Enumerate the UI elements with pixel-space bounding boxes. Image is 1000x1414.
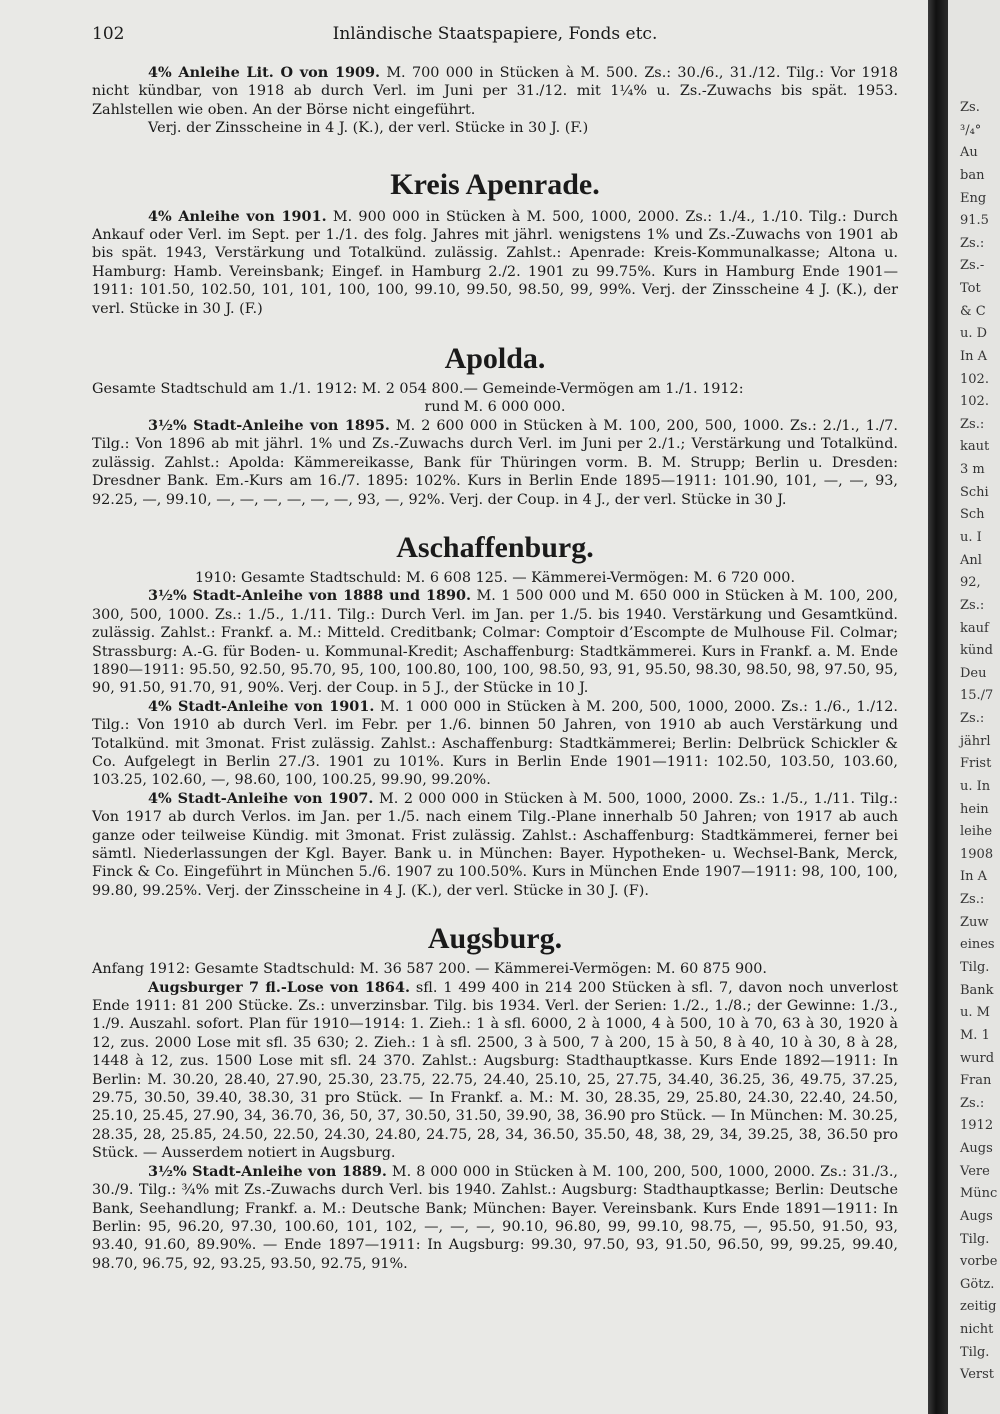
loan-text: M. 2 000 000 in Stücken à M. 500, 1000, 2000. Zs.: 1./5., 1./11. Tilg.: Von 1917 ab durch Verlos. im Jan. per 1./5. nach einem Tilg.-Plane innerhalb 50 Jahren; von 1917 ab auch ganze oder teilweise Kündig. mit 3monat. Frist zulässig. Zahlst.: Aschaffenburg: Stadtkämmerei, ferner bei sämtl. Niederlassungen der Kgl. Bayer. Bank u. in München: Bayer. Hypotheken- u. Wechsel-Bank, Merck, Finck & Co. Eingeführt in München 5./6. 1907 zu 100.50%. Kurs in München Ende 1907—1911: 98, 100, 100, 99.80, 99.25%. Verj. der Zinsscheine in 4 J. (K.), der verl. Stücke in 30 J. (F). <box>92 790 899 899</box>
adjacent-page-fragment: Zuw <box>960 915 989 930</box>
adjacent-page-fragment: Eng <box>960 191 987 206</box>
adjacent-page-fragment: Zs.: <box>960 417 985 432</box>
adjacent-page-fragment: In A <box>960 869 988 884</box>
loan-heading: Augsburger 7 fl.-Lose von 1864. <box>148 978 410 996</box>
adjacent-page-fragment: In A <box>960 349 988 364</box>
adjacent-page-fragment: u. M <box>960 1005 990 1020</box>
adjacent-page-fragment: Zs.: <box>960 892 985 907</box>
adjacent-page-fragment: ³/₄° <box>960 123 982 138</box>
adjacent-page-fragment: Zs.: <box>960 711 985 726</box>
adjacent-page-fragment: u. In <box>960 779 991 794</box>
adjacent-page-fragment: vorbe <box>960 1254 998 1269</box>
loan-entry <box>92 587 898 697</box>
loan-entry <box>92 64 898 119</box>
loan-text: M. 1 000 000 in Stücken à M. 200, 500, 1000, 2000. Zs.: 1./6., 1./12. Tilg.: Von 1910 ab durch Verl. im Febr. per 1./6. binnen 50 Jahren, von 1910 ab auch Verstärkung und Totalkünd. mit 3monat. Frist zulässig. Zahlst.: Aschaffenburg: Stadtkämmerei; Berlin: Delbrück Schickler & Co. Aufgelegt in Berlin 27./3. 1901 zu 101%. Kurs in Berlin Ende 1901—1911: 102.50, 103.50, 103.60, 103.25, 102.60, —, 98.60, 100, 100.25, 99.90, 99.20%. <box>92 698 898 789</box>
adjacent-page-fragment: 102. <box>960 372 989 387</box>
adjacent-page-fragment: eines <box>960 937 995 952</box>
section-title-apolda: Apolda. <box>444 342 546 376</box>
debt-summary: 1910: Gesamte Stadtschuld: M. 6 608 125. — Kämmerei-Vermögen: M. 6 720 000. <box>194 569 796 586</box>
loan-heading: 3½% Stadt-Anleihe von 1889. <box>148 1162 387 1180</box>
adjacent-page-fragment: Tot <box>960 281 981 296</box>
adjacent-page-fragment: leihe <box>960 824 993 839</box>
adjacent-page-fragment: Sch <box>960 507 985 522</box>
adjacent-page-fragment: Zs.: <box>960 1096 985 1111</box>
adjacent-page-fragment: zeitig <box>960 1299 997 1314</box>
page-content <box>92 64 898 1273</box>
adjacent-page-fragment: Anl <box>960 553 982 568</box>
loan-entry <box>92 1163 898 1273</box>
adjacent-page-fragment: 3 m <box>960 462 985 477</box>
loan-heading: 3½% Stadt-Anleihe von 1888 und 1890. <box>148 587 472 605</box>
adjacent-page-fragment: jährl <box>960 734 991 749</box>
adjacent-page-fragment: Götz. <box>960 1277 995 1292</box>
adjacent-page-fragment: 92, <box>960 575 981 590</box>
adjacent-page-fragment: M. 1 <box>960 1028 990 1043</box>
adjacent-page-fragment: u. D <box>960 326 988 341</box>
loan-entry <box>92 417 898 509</box>
adjacent-page-fragment: Zs.: <box>960 236 985 251</box>
adjacent-page-fragment: & C <box>960 304 986 319</box>
adjacent-page-fragment: kauf <box>960 621 989 636</box>
loan-text: M. 700 000 in Stücken à M. 500. Zs.: 30./6., 31./12. Tilg.: Vor 1918 nicht kündbar, von 1918 ab durch Verl. im Juni per 31./12. mit 1¼% u. Zs.-Zuwachs bis spät. 1953. Zahlstellen wie oben. An der Börse nicht eingeführt. <box>92 65 898 118</box>
adjacent-page-fragment: Vere <box>960 1164 990 1179</box>
adjacent-page-fragment: 102. <box>960 394 989 409</box>
adjacent-page-fragment: 91.5 <box>960 213 989 228</box>
running-title: Inländische Staatspapiere, Fonds etc. <box>332 24 658 44</box>
page-number: 102 <box>92 24 125 44</box>
loan-heading: 4% Anleihe Lit. O von 1909. <box>148 64 381 81</box>
loan-entry <box>92 698 898 790</box>
loan-text: M. 8 000 000 in Stücken à M. 100, 200, 500, 1000, 2000. Zs.: 31./3., 30./9. Tilg.: ¾% mit Zs.-Zuwachs durch Verl. bis 1940. Zahlst.: Augsburg: Stadthauptkasse; Berlin: Deutsche Bank, Seehandlung; Frankf. a. M.: Deutsche Bank; München: Bayer. Vereinsbank. Kurs Ende 1891—1911: In Berlin: 95, 96.20, 97.30, 100.60, 101, 102, —, —, —, 90.10, 96.80, 99, 99.10, 98.75, —, 95.50, 91.50, 93, 93.40, 91.60, 89.90%. — Ende 1897—1911: In Augsburg: 99.30, 97.50, 93, 91.50, 96.50, 99, 99.25, 99.40, 98.70, 96.75, 92, 93.25, 93.50, 92.75, 91%. <box>92 1163 898 1272</box>
adjacent-page-fragment: künd <box>960 643 993 658</box>
debt-summary-cont: rund M. 6 000 000. <box>424 399 566 416</box>
section-title-apenrade: Kreis Apenrade. <box>390 167 600 201</box>
adjacent-page-fragment: u. I <box>960 530 982 545</box>
adjacent-page-edge <box>948 0 1000 1414</box>
loan-text: M. 900 000 in Stücken à M. 500, 1000, 2000. Zs.: 1./4., 1./10. Tilg.: Durch Ankauf oder Verl. im Sept. per 1./1. des folg. Jahres mit jährl. wenigstens 1% und Zs.-Zuwachs von 1901 ab bis spät. 1943, Verstärkung und Totalkünd. zulässig. Zahlst.: Apenrade: Kreis-Kommunalkasse; Altona u. Hamburg: Hamb. Vereinsbank; Eingef. in Hamburg 2./2. 1901 zu 99.75%. Kurs in Hamburg Ende 1901—1911: 101.50, 102.50, 101, 101, 100, 100, 99.10, 99.50, 98.50, 99, 99%. Verj. der Zinsscheine 4 J. (K.), der verl. Stücke in 30 J. (F.) <box>92 208 898 317</box>
adjacent-page-fragment: Augs <box>960 1141 993 1156</box>
adjacent-page-fragment: Verst <box>960 1367 994 1382</box>
loan-heading: 4% Stadt-Anleihe von 1901. <box>148 697 375 715</box>
adjacent-page-fragment: nicht <box>960 1322 994 1337</box>
note-line: Verj. der Zinsscheine in 4 J. (K.), der verl. Stücke in 30 J. (F.) <box>148 120 589 137</box>
adjacent-page-fragment: Deu <box>960 666 987 681</box>
loan-text: M. 1 500 000 und M. 650 000 in Stücken à M. 100, 200, 300, 500, 1000. Zs.: 1./5., 1./11. Tilg.: Durch Verl. im Jan. per 1./5. bis 1940. Verstärkung und Gesamtkünd. zulässig. Zahlst.: Frankf. a. M.: Mitteld. Creditbank; Colmar: Comptoir d’Escompte de Mulhouse Fil. Colmar; Strassburg: A.-G. für Boden- u. Kommunal-Kredit; Aschaffenburg: Stadtkämmerei. Kurs in Frankf. a. M. Ende 1890—1911: 95.50, 92.50, 95.70, 95, 100, 100.80, 100, 100, 98.50, 93, 91, 95.50, 98.30, 98.50, 98, 97.50, 95, 90, 91.50, 91.70, 91, 90%. Verj. der Coup. in 5 J., der Stücke in 10 J. <box>92 588 899 697</box>
adjacent-page-fragment: Bank <box>960 983 994 998</box>
adjacent-page-fragment: Tilg. <box>960 960 990 975</box>
adjacent-page-fragment: 1912 <box>960 1118 994 1133</box>
adjacent-page-fragment: kaut <box>960 439 990 454</box>
section-title-augsburg: Augsburg. <box>427 922 563 956</box>
adjacent-page-fragment: Münc <box>960 1186 998 1201</box>
adjacent-page-fragment: Schi <box>960 485 989 500</box>
adjacent-page-fragment: Augs <box>960 1209 993 1224</box>
loan-heading: 4% Anleihe von 1901. <box>148 207 327 225</box>
adjacent-page-fragment: Tilg. <box>960 1345 990 1360</box>
adjacent-page-fragment: Zs. <box>960 100 980 115</box>
adjacent-page-fragment: Zs.- <box>960 258 985 273</box>
adjacent-page-fragment: ban <box>960 168 985 183</box>
adjacent-page-fragment: 1908 <box>960 847 994 862</box>
section-title-aschaffenburg: Aschaffenburg. <box>396 530 594 564</box>
loan-heading: 3½% Stadt-Anleihe von 1895. <box>148 416 390 434</box>
adjacent-page-fragment: 15./7 <box>960 688 994 703</box>
book-spine-gutter <box>928 0 948 1414</box>
adjacent-page-fragment: Frist <box>960 756 992 771</box>
adjacent-page-fragment: Fran <box>960 1073 992 1088</box>
adjacent-page-fragment: Au <box>960 145 978 160</box>
adjacent-page-fragment: Tilg. <box>960 1232 990 1247</box>
loan-text: M. 2 600 000 in Stücken à M. 100, 200, 500, 1000. Zs.: 2./1., 1./7. Tilg.: Von 1896 ab mit jährl. 1% und Zs.-Zuwachs durch Verl. im Juni per 2./1.; Verstärkung und Totalkünd. zulässig. Zahlst.: Apolda: Kämmereikasse, Bank für Thüringen vorm. B. M. Strupp; Berlin u. Dresden: Dresdner Bank. Em.-Kurs am 16./7. 1895: 102%. Kurs in Berlin Ende 1895—1911: 101.90, 101, —, —, 93, 92.25, —, 99.10, —, —, —, —, —, —, 93, —, 92%. Verj. der Coup. in 4 J., der verl. Stücke in 30 J. <box>92 417 898 508</box>
loan-entry <box>92 208 898 318</box>
loan-text: sfl. 1 499 400 in 214 200 Stücken à sfl. 7, davon noch unverlost Ende 1911: 81 200 Stücke. Zs.: unverzinsbar. Tilg. bis 1934. Verl. der Serien: 1./2., 1./8.; der Gewinne: 1./3., 1./9. Auszahl. sofort. Plan für 1910—1914: 1. Zieh.: 1 à sfl. 6000, 2 à 1000, 4 à 500, 10 à 70, 63 à 30, 1920 à 12, zus. 2000 Lose mit sfl. 35 630; 2. Zieh.: 1 à sfl. 2500, 3 à 500, 7 à 200, 15 à 50, 8 à 40, 10 à 30, 8 à 28, 1448 à 12, zus. 1500 Lose mit sfl. 24 370. Zahlst.: Augsburg: Stadthauptkasse. Kurs Ende 1892—1911: In Berlin: M. 30.20, 28.40, 27.90, 25.30, 23.75, 22.75, 24.40, 25.10, 25, 27.75, 34.40, 36.25, 36, 49.75, 37.25, 29.75, 30.50, 39.40, 38.30, 31 pro Stück. — In Frankf. a. M.: M. 30, 28.35, 29, 25.80, 24.30, 22.40, 24.50, 25.10, 25.45, 27.90, 34, 36.70, 36, 50, 37, 30.50, 31.50, 39.90, 38, 36.90 pro Stück. — In München: M. 30.25, 28.35, 28, 25.85, 24.50, 22.50, 24.30, 24.80, 24.75, 28, 34, 36.50, 35.50, 48, 38, 29, 34, 39.25, 38, 36.50 pro Stück. — Ausserdem notiert in Augsburg. <box>92 979 898 1162</box>
loan-entry <box>92 790 898 900</box>
adjacent-page-fragment: hein <box>960 802 989 817</box>
debt-summary: Gesamte Stadtschuld am 1./1. 1912: M. 2 054 800.— Gemeinde-Vermögen am 1./1. 1912: <box>92 381 744 398</box>
debt-summary: Anfang 1912: Gesamte Stadtschuld: M. 36 587 200. — Kämmerei-Vermögen: M. 60 875 900. <box>92 961 767 978</box>
adjacent-page-fragment: wurd <box>960 1051 995 1066</box>
page-header <box>92 24 898 48</box>
loan-entry <box>92 979 898 1163</box>
loan-heading: 4% Stadt-Anleihe von 1907. <box>148 789 374 807</box>
adjacent-page-fragment: Zs.: <box>960 598 985 613</box>
